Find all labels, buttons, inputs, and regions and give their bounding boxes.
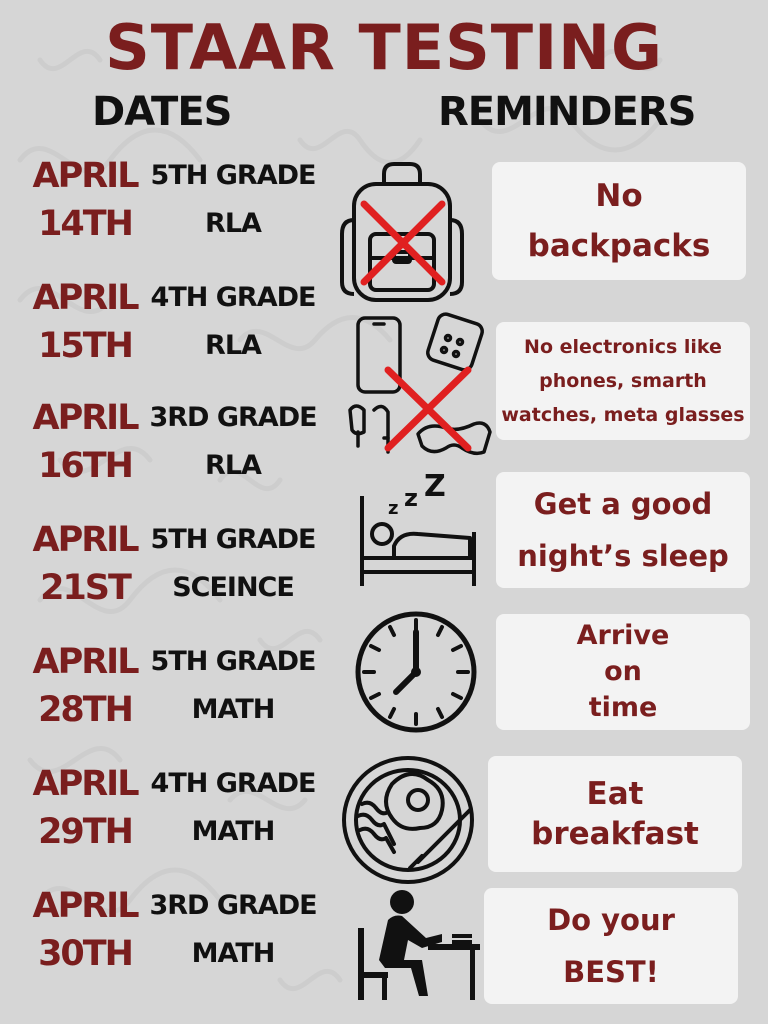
subject-label: RLA [205, 450, 261, 481]
reminder-text-line: time [588, 692, 658, 723]
date-day: 15TH [38, 326, 132, 366]
grade-label: 4TH GRADE [150, 768, 316, 799]
date-row-6 [26, 760, 144, 856]
clock-icon [352, 608, 480, 736]
grade-row-5 [148, 638, 318, 734]
reminder-text-line: backpacks [527, 228, 711, 264]
grade-row-1 [148, 152, 318, 248]
subject-label: RLA [205, 208, 261, 239]
reminder-card-arrive-on-time [496, 614, 750, 730]
date-month: APRIL [32, 764, 138, 804]
reminder-text-line: watches, meta glasses [501, 404, 745, 426]
grade-label: 5TH GRADE [150, 524, 316, 555]
reminder-text-line: breakfast [531, 816, 699, 852]
subject-label: MATH [191, 816, 275, 847]
reminder-card-no-electronics [496, 322, 750, 440]
date-day: 28TH [38, 690, 132, 730]
subject-label: MATH [191, 694, 275, 725]
date-row-7 [26, 882, 144, 978]
date-month: APRIL [32, 398, 138, 438]
svg-text:z: z [404, 484, 418, 512]
date-row-5 [26, 638, 144, 734]
date-row-2 [26, 274, 144, 370]
grade-row-4 [148, 516, 318, 612]
grade-label: 3RD GRADE [149, 402, 317, 433]
date-day: 14TH [38, 204, 132, 244]
student-at-desk-icon [344, 888, 484, 1004]
date-day: 29TH [38, 812, 132, 852]
reminders-header: REMINDERS [438, 89, 696, 135]
date-day: 16TH [38, 446, 132, 486]
date-row-3 [26, 394, 144, 490]
reminder-text-line: Do your [547, 903, 675, 937]
grade-label: 5TH GRADE [150, 160, 316, 191]
dates-header: DATES [92, 89, 232, 135]
date-month: APRIL [32, 156, 138, 196]
subject-label: MATH [191, 938, 275, 969]
grade-row-2 [148, 274, 318, 370]
breakfast-plate-icon [338, 750, 488, 890]
date-row-1 [26, 152, 144, 248]
reminder-text-line: BEST! [563, 955, 659, 989]
svg-text:z: z [388, 498, 399, 519]
reminder-text-line: No electronics like [524, 336, 722, 358]
date-month: APRIL [32, 642, 138, 682]
grade-label: 5TH GRADE [150, 646, 316, 677]
subject-label: RLA [205, 330, 261, 361]
reminder-card-no-backpacks [492, 162, 746, 280]
page-title: STAAR TESTING [105, 11, 663, 84]
reminder-card-do-your-best [484, 888, 738, 1004]
date-day: 30TH [38, 934, 132, 974]
grade-label: 4TH GRADE [150, 282, 316, 313]
svg-text:Z: Z [424, 469, 446, 504]
date-month: APRIL [32, 278, 138, 318]
reminder-text-line: No [595, 178, 643, 214]
subject-label: SCEINCE [172, 572, 294, 603]
sleeping-bed-icon [354, 468, 484, 592]
reminder-text-line: Eat [586, 776, 644, 812]
reminder-text-line: night’s sleep [517, 539, 729, 573]
reminder-text-line: Get a good [533, 487, 713, 521]
grade-row-6 [148, 760, 318, 856]
reminder-text-line: phones, smarth [539, 370, 707, 392]
grade-row-7 [148, 882, 318, 978]
backpack-crossed-icon [336, 160, 466, 305]
reminder-text-line: on [604, 656, 642, 687]
reminder-card-sleep [496, 472, 750, 588]
date-day: 21ST [40, 568, 130, 608]
reminder-card-eat-breakfast [488, 756, 742, 872]
date-row-4 [26, 516, 144, 612]
reminder-text-line: Arrive [576, 620, 670, 651]
grade-label: 3RD GRADE [149, 890, 317, 921]
date-month: APRIL [32, 886, 138, 926]
grade-row-3 [148, 394, 318, 490]
electronics-crossed-icon [344, 310, 494, 470]
date-month: APRIL [32, 520, 138, 560]
